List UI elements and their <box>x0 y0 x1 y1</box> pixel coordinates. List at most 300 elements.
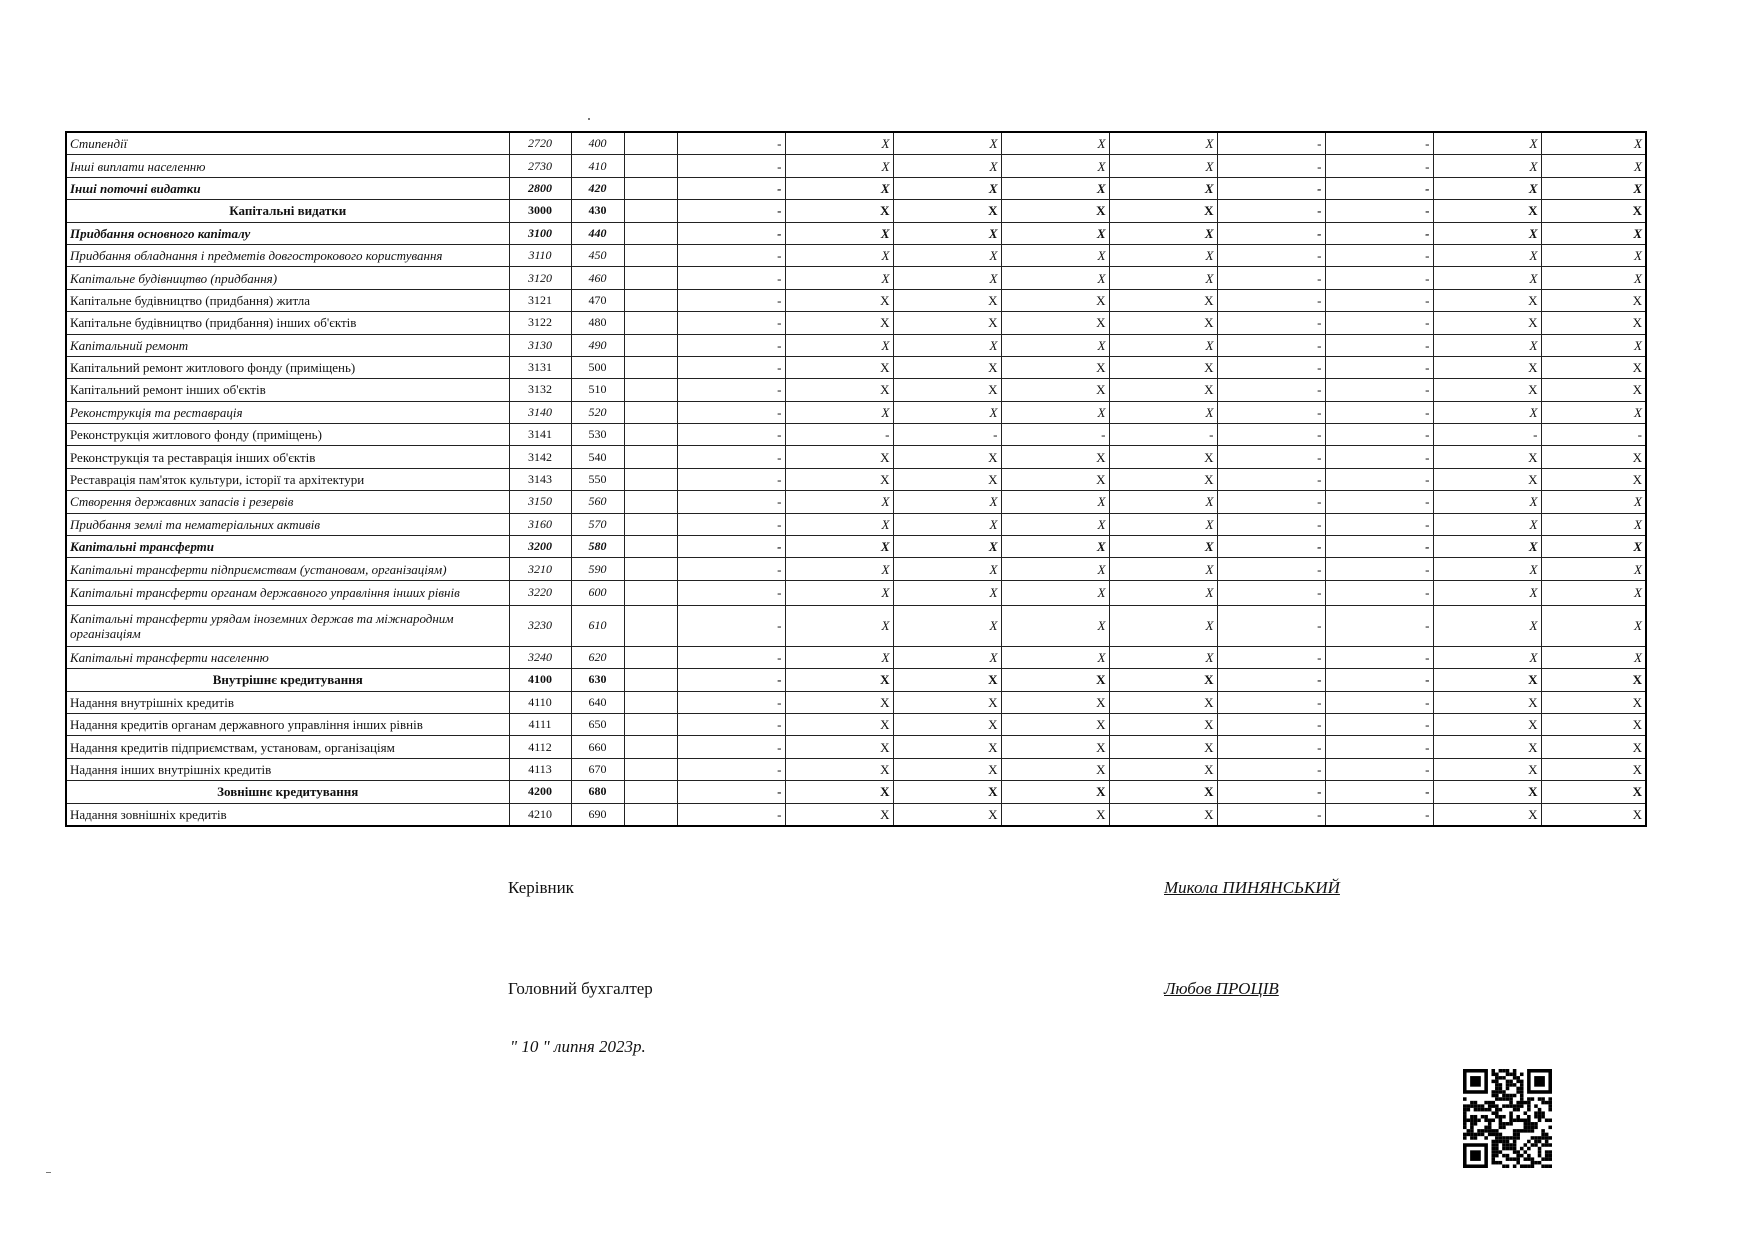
value-cell: - <box>1325 691 1433 713</box>
row-code: 2730 <box>509 155 571 177</box>
value-cell: X <box>1001 289 1109 311</box>
value-cell: X <box>785 312 893 334</box>
row-name: Капітальне будівництво (придбання) житла <box>66 289 509 311</box>
row-name: Надання інших внутрішніх кредитів <box>66 758 509 780</box>
value-cell: - <box>1325 736 1433 758</box>
value-cell: - <box>677 713 785 735</box>
row-name: Надання кредитів підприємствам, установам, організаціям <box>66 736 509 758</box>
value-cell: X <box>1109 312 1217 334</box>
value-cell: X <box>1433 758 1541 780</box>
row-code: 3142 <box>509 446 571 468</box>
row-code: 3210 <box>509 558 571 580</box>
value-cell: X <box>1001 468 1109 490</box>
row-code: 4200 <box>509 781 571 803</box>
value-cell: - <box>677 334 785 356</box>
value-cell: X <box>785 289 893 311</box>
value-cell: X <box>893 244 1001 266</box>
value-cell: - <box>677 177 785 199</box>
value-cell <box>624 758 677 780</box>
value-cell: X <box>1109 132 1217 155</box>
value-cell: X <box>893 781 1001 803</box>
row-line-code: 450 <box>571 244 624 266</box>
value-cell <box>624 312 677 334</box>
value-cell: X <box>785 267 893 289</box>
value-cell <box>624 536 677 558</box>
value-cell: X <box>1109 155 1217 177</box>
value-cell: - <box>1217 736 1325 758</box>
value-cell: - <box>1217 536 1325 558</box>
row-code: 3230 <box>509 605 571 646</box>
value-cell: - <box>1217 424 1325 446</box>
value-cell: X <box>1433 558 1541 580</box>
row-code: 3140 <box>509 401 571 423</box>
row-code: 3130 <box>509 334 571 356</box>
value-cell: - <box>1325 356 1433 378</box>
value-cell: - <box>677 379 785 401</box>
value-cell: X <box>1541 200 1646 222</box>
value-cell: X <box>1433 312 1541 334</box>
row-name: Придбання землі та нематеріальних активів <box>66 513 509 535</box>
table-row <box>66 155 1646 177</box>
row-code: 3240 <box>509 646 571 668</box>
value-cell: X <box>893 646 1001 668</box>
value-cell <box>624 691 677 713</box>
report-table <box>65 131 1647 827</box>
value-cell: - <box>677 267 785 289</box>
value-cell: X <box>1541 736 1646 758</box>
row-name: Створення державних запасів і резервів <box>66 491 509 513</box>
value-cell: X <box>1001 536 1109 558</box>
value-cell: - <box>1217 200 1325 222</box>
value-cell: - <box>1325 580 1433 605</box>
value-cell: - <box>1325 401 1433 423</box>
table-row <box>66 646 1646 668</box>
value-cell: - <box>1325 491 1433 513</box>
value-cell: X <box>785 334 893 356</box>
value-cell: X <box>1001 758 1109 780</box>
table-row <box>66 132 1646 155</box>
value-cell: X <box>1541 513 1646 535</box>
value-cell: X <box>893 669 1001 691</box>
value-cell: X <box>1541 312 1646 334</box>
value-cell: X <box>785 468 893 490</box>
value-cell: X <box>1001 491 1109 513</box>
value-cell: - <box>1541 424 1646 446</box>
value-cell <box>624 200 677 222</box>
value-cell: X <box>1109 177 1217 199</box>
value-cell: - <box>677 446 785 468</box>
value-cell: - <box>677 200 785 222</box>
value-cell: X <box>1541 401 1646 423</box>
row-name: Капітальний ремонт житлового фонду (приміщень) <box>66 356 509 378</box>
value-cell: X <box>1541 267 1646 289</box>
value-cell: X <box>1109 267 1217 289</box>
row-code: 3160 <box>509 513 571 535</box>
value-cell: X <box>1433 222 1541 244</box>
value-cell: X <box>1109 244 1217 266</box>
value-cell: - <box>1217 222 1325 244</box>
value-cell: X <box>1541 177 1646 199</box>
table-row <box>66 356 1646 378</box>
value-cell <box>624 669 677 691</box>
value-cell: X <box>893 736 1001 758</box>
table-row <box>66 758 1646 780</box>
value-cell: - <box>677 536 785 558</box>
value-cell: X <box>785 356 893 378</box>
value-cell <box>624 267 677 289</box>
value-cell: - <box>1217 691 1325 713</box>
value-cell: X <box>1109 491 1217 513</box>
value-cell: X <box>893 222 1001 244</box>
value-cell: - <box>677 424 785 446</box>
value-cell: X <box>1433 356 1541 378</box>
value-cell <box>624 132 677 155</box>
value-cell: X <box>893 312 1001 334</box>
value-cell: X <box>1109 781 1217 803</box>
value-cell: X <box>1109 736 1217 758</box>
value-cell: - <box>1325 379 1433 401</box>
value-cell: X <box>1001 691 1109 713</box>
value-cell: X <box>1541 468 1646 490</box>
value-cell: X <box>785 401 893 423</box>
value-cell: X <box>1001 736 1109 758</box>
value-cell: X <box>1541 334 1646 356</box>
value-cell: X <box>1001 132 1109 155</box>
row-name: Надання внутрішніх кредитів <box>66 691 509 713</box>
value-cell: X <box>1001 267 1109 289</box>
value-cell: - <box>677 244 785 266</box>
value-cell: X <box>893 155 1001 177</box>
row-name: Внутрішнє кредитування <box>66 669 509 691</box>
value-cell: X <box>1433 401 1541 423</box>
value-cell: X <box>1541 713 1646 735</box>
value-cell: X <box>1001 558 1109 580</box>
row-line-code: 510 <box>571 379 624 401</box>
row-line-code: 650 <box>571 713 624 735</box>
value-cell: X <box>1433 446 1541 468</box>
value-cell: X <box>1433 200 1541 222</box>
value-cell: - <box>1325 244 1433 266</box>
row-line-code: 470 <box>571 289 624 311</box>
value-cell: X <box>893 356 1001 378</box>
value-cell: - <box>1217 177 1325 199</box>
row-code: 2720 <box>509 132 571 155</box>
value-cell: X <box>785 580 893 605</box>
table-row <box>66 691 1646 713</box>
row-code: 4210 <box>509 803 571 826</box>
table-row <box>66 379 1646 401</box>
value-cell: X <box>1541 580 1646 605</box>
value-cell: X <box>1433 713 1541 735</box>
value-cell: X <box>893 200 1001 222</box>
value-cell <box>624 155 677 177</box>
value-cell: X <box>1109 401 1217 423</box>
row-code: 4100 <box>509 669 571 691</box>
value-cell <box>624 244 677 266</box>
value-cell: X <box>1109 222 1217 244</box>
value-cell: X <box>1541 781 1646 803</box>
row-code: 3110 <box>509 244 571 266</box>
row-name: Реконструкція житлового фонду (приміщень) <box>66 424 509 446</box>
value-cell: X <box>1541 155 1646 177</box>
value-cell <box>624 356 677 378</box>
value-cell: X <box>1433 605 1541 646</box>
row-line-code: 440 <box>571 222 624 244</box>
value-cell <box>624 781 677 803</box>
scan-speck <box>588 118 590 120</box>
value-cell: - <box>1325 334 1433 356</box>
row-line-code: 420 <box>571 177 624 199</box>
table-row <box>66 267 1646 289</box>
value-cell: X <box>1001 155 1109 177</box>
value-cell: X <box>1541 244 1646 266</box>
value-cell: X <box>1433 244 1541 266</box>
value-cell: - <box>1325 781 1433 803</box>
value-cell: - <box>1325 289 1433 311</box>
value-cell: X <box>1433 536 1541 558</box>
value-cell: X <box>1433 803 1541 826</box>
value-cell: - <box>1325 155 1433 177</box>
value-cell: X <box>1541 356 1646 378</box>
value-cell: X <box>1109 446 1217 468</box>
value-cell: - <box>1325 177 1433 199</box>
value-cell: - <box>1217 468 1325 490</box>
row-code: 4113 <box>509 758 571 780</box>
value-cell: - <box>1217 401 1325 423</box>
row-name: Капітальні трансферти <box>66 536 509 558</box>
value-cell: - <box>1217 758 1325 780</box>
value-cell: X <box>1001 334 1109 356</box>
table-row <box>66 200 1646 222</box>
value-cell: X <box>785 244 893 266</box>
row-name: Придбання обладнання і предметів довгострокового користування <box>66 244 509 266</box>
value-cell: X <box>785 379 893 401</box>
value-cell: X <box>893 267 1001 289</box>
value-cell: - <box>1325 468 1433 490</box>
table-row <box>66 536 1646 558</box>
value-cell: - <box>1325 605 1433 646</box>
row-code: 3000 <box>509 200 571 222</box>
value-cell: - <box>677 289 785 311</box>
table-row <box>66 424 1646 446</box>
row-line-code: 430 <box>571 200 624 222</box>
row-code: 3120 <box>509 267 571 289</box>
value-cell: X <box>785 669 893 691</box>
value-cell: X <box>1109 200 1217 222</box>
value-cell: - <box>677 605 785 646</box>
value-cell <box>624 803 677 826</box>
row-line-code: 490 <box>571 334 624 356</box>
row-line-code: 410 <box>571 155 624 177</box>
value-cell: X <box>893 605 1001 646</box>
value-cell: - <box>1217 580 1325 605</box>
value-cell: X <box>1541 379 1646 401</box>
row-line-code: 610 <box>571 605 624 646</box>
value-cell: X <box>1109 379 1217 401</box>
table-row <box>66 781 1646 803</box>
value-cell: X <box>893 132 1001 155</box>
value-cell: - <box>1109 424 1217 446</box>
value-cell: X <box>1433 132 1541 155</box>
row-name: Капітальні трансферти населенню <box>66 646 509 668</box>
value-cell: X <box>1433 691 1541 713</box>
row-line-code: 460 <box>571 267 624 289</box>
value-cell: X <box>785 646 893 668</box>
row-name: Капітальне будівництво (придбання) інших об'єктів <box>66 312 509 334</box>
value-cell: - <box>1217 781 1325 803</box>
value-cell: - <box>677 132 785 155</box>
value-cell: - <box>677 691 785 713</box>
value-cell: - <box>1325 646 1433 668</box>
table-row <box>66 401 1646 423</box>
report-date: " 10 " липня 2023р. <box>510 1037 646 1056</box>
value-cell: - <box>1325 713 1433 735</box>
table-row <box>66 312 1646 334</box>
row-name: Капітальні видатки <box>66 200 509 222</box>
value-cell: X <box>1433 267 1541 289</box>
value-cell <box>624 605 677 646</box>
row-code: 3131 <box>509 356 571 378</box>
value-cell: - <box>677 312 785 334</box>
value-cell: X <box>893 580 1001 605</box>
value-cell: X <box>785 803 893 826</box>
row-name: Придбання основного капіталу <box>66 222 509 244</box>
value-cell: X <box>1109 580 1217 605</box>
value-cell: X <box>1541 222 1646 244</box>
row-line-code: 630 <box>571 669 624 691</box>
row-name: Реконструкція та реставрація <box>66 401 509 423</box>
row-name: Реставрація пам'яток культури, історії та архітектури <box>66 468 509 490</box>
value-cell: - <box>1217 446 1325 468</box>
table-row <box>66 491 1646 513</box>
row-code: 4110 <box>509 691 571 713</box>
value-cell: - <box>677 155 785 177</box>
value-cell: X <box>1109 605 1217 646</box>
row-code: 4111 <box>509 713 571 735</box>
value-cell: - <box>893 424 1001 446</box>
row-name: Інші поточні видатки <box>66 177 509 199</box>
value-cell: - <box>677 222 785 244</box>
value-cell: - <box>677 513 785 535</box>
value-cell: X <box>785 758 893 780</box>
row-name: Капітальний ремонт інших об'єктів <box>66 379 509 401</box>
table-row <box>66 736 1646 758</box>
value-cell: X <box>1109 536 1217 558</box>
value-cell: X <box>1433 289 1541 311</box>
value-cell: X <box>1001 803 1109 826</box>
value-cell: X <box>1001 244 1109 266</box>
value-cell: - <box>677 736 785 758</box>
row-code: 3132 <box>509 379 571 401</box>
value-cell: X <box>1109 803 1217 826</box>
row-line-code: 620 <box>571 646 624 668</box>
table-row <box>66 669 1646 691</box>
value-cell: - <box>1325 312 1433 334</box>
value-cell: X <box>1001 200 1109 222</box>
value-cell <box>624 736 677 758</box>
value-cell: - <box>1325 132 1433 155</box>
value-cell: - <box>677 401 785 423</box>
value-cell: X <box>1109 758 1217 780</box>
value-cell: X <box>785 536 893 558</box>
value-cell: - <box>1325 669 1433 691</box>
table-row <box>66 222 1646 244</box>
scan-speck <box>46 1172 51 1173</box>
value-cell <box>624 177 677 199</box>
value-cell: X <box>893 289 1001 311</box>
value-cell: - <box>1325 200 1433 222</box>
head-name: Микола ПИНЯНСЬКИЙ <box>1164 878 1340 897</box>
value-cell: X <box>1433 468 1541 490</box>
table-row <box>66 244 1646 266</box>
value-cell <box>624 558 677 580</box>
value-cell <box>624 401 677 423</box>
row-name: Надання кредитів органам державного управління інших рівнів <box>66 713 509 735</box>
row-name: Надання зовнішніх кредитів <box>66 803 509 826</box>
value-cell: X <box>1001 713 1109 735</box>
value-cell: X <box>1433 177 1541 199</box>
value-cell: - <box>1217 244 1325 266</box>
value-cell: - <box>1325 222 1433 244</box>
row-code: 3100 <box>509 222 571 244</box>
value-cell: X <box>785 558 893 580</box>
value-cell: X <box>1109 334 1217 356</box>
value-cell: X <box>1001 446 1109 468</box>
row-name: Капітальні трансферти підприємствам (установам, організаціям) <box>66 558 509 580</box>
value-cell: - <box>1325 803 1433 826</box>
value-cell: X <box>893 691 1001 713</box>
value-cell: X <box>785 713 893 735</box>
table-row <box>66 446 1646 468</box>
row-code: 4112 <box>509 736 571 758</box>
value-cell: X <box>1433 580 1541 605</box>
value-cell: X <box>785 222 893 244</box>
value-cell: X <box>1001 669 1109 691</box>
value-cell: X <box>893 401 1001 423</box>
value-cell: X <box>1109 691 1217 713</box>
row-line-code: 680 <box>571 781 624 803</box>
value-cell <box>624 446 677 468</box>
value-cell: - <box>1217 646 1325 668</box>
value-cell: X <box>785 513 893 535</box>
value-cell: X <box>1541 803 1646 826</box>
value-cell: X <box>893 334 1001 356</box>
value-cell: - <box>1217 803 1325 826</box>
value-cell: - <box>1001 424 1109 446</box>
value-cell: X <box>1541 132 1646 155</box>
value-cell: - <box>1217 605 1325 646</box>
row-code: 2800 <box>509 177 571 199</box>
row-name: Капітальні трансферти органам державного управління інших рівнів <box>66 580 509 605</box>
row-line-code: 540 <box>571 446 624 468</box>
table-row <box>66 468 1646 490</box>
value-cell: X <box>1541 536 1646 558</box>
value-cell: - <box>1217 267 1325 289</box>
value-cell: X <box>785 177 893 199</box>
row-line-code: 530 <box>571 424 624 446</box>
row-line-code: 600 <box>571 580 624 605</box>
value-cell: X <box>893 379 1001 401</box>
value-cell: X <box>1541 691 1646 713</box>
value-cell: X <box>1001 605 1109 646</box>
row-code: 3143 <box>509 468 571 490</box>
value-cell: - <box>677 580 785 605</box>
value-cell: X <box>1001 356 1109 378</box>
value-cell: - <box>1217 132 1325 155</box>
value-cell: - <box>677 669 785 691</box>
table-row <box>66 713 1646 735</box>
value-cell: X <box>1001 646 1109 668</box>
